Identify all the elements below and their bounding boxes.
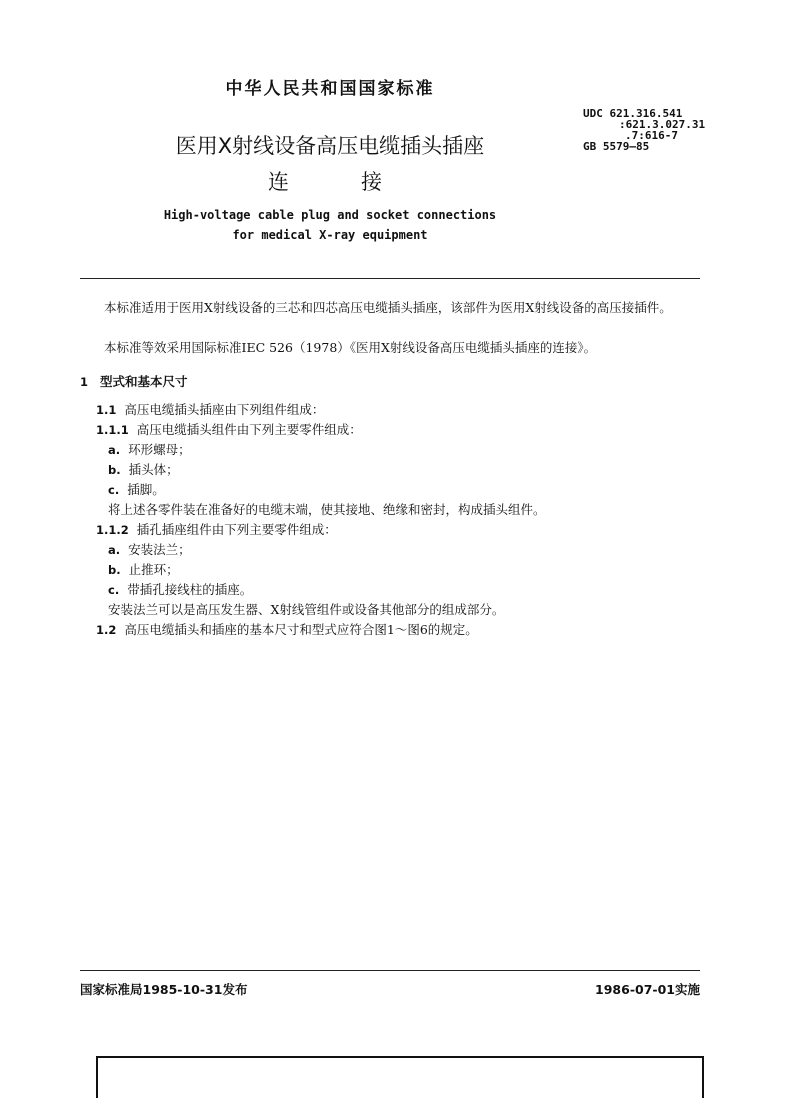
clause-note: 安装法兰可以是高压发生器、X射线管组件或设备其他部分的组成部分。 <box>108 602 505 617</box>
clause-number: 1.1 <box>96 403 117 417</box>
clause-number: 1.2 <box>96 623 117 637</box>
clause-text: 高压电缆插头插座由下列组件组成： <box>124 402 325 417</box>
list-text: 止推环； <box>128 562 179 577</box>
list-text: 带插孔接线柱的插座。 <box>127 582 253 597</box>
english-title-line1: High-voltage cable plug and socket connections <box>163 208 497 222</box>
list-mark: a. <box>108 543 121 557</box>
intro-paragraph-2: 本标准等效采用国际标准IEC 526（1978）《医用X射线设备高压电缆插头插座的连接》。 <box>104 340 597 355</box>
list-text: 插头体； <box>128 462 179 477</box>
udc-line1: UDC 621.316.541 <box>583 107 683 120</box>
list-mark: b. <box>108 463 121 477</box>
list-item <box>108 480 165 498</box>
list-item <box>108 440 191 458</box>
list-item <box>108 540 191 558</box>
section-1-number: 1 <box>80 375 89 389</box>
clause-1-1-1 <box>96 420 362 438</box>
list-mark: c. <box>108 483 120 497</box>
list-text: 插脚。 <box>127 482 165 497</box>
intro-paragraph-1: 本标准适用于医用X射线设备的三芯和四芯高压电缆插头插座，该部件为医用X射线设备的高压接插件。 <box>104 300 672 315</box>
english-title-line2: for medical X-ray equipment <box>232 228 428 242</box>
clause-number: 1.1.1 <box>96 423 129 437</box>
clause-1-1-2 <box>96 520 337 538</box>
clause-1-1 <box>96 400 324 418</box>
clause-number: 1.1.2 <box>96 523 129 537</box>
gb-number: GB 5579—85 <box>583 140 650 153</box>
list-item <box>108 560 179 578</box>
footer-divider <box>80 970 700 971</box>
list-mark: b. <box>108 563 121 577</box>
section-1-title: 型式和基本尺寸 <box>100 374 188 389</box>
list-text: 环形螺母； <box>128 442 191 457</box>
list-mark: c. <box>108 583 120 597</box>
list-text: 安装法兰； <box>128 542 191 557</box>
clause-text: 插孔插座组件由下列主要零件组成： <box>136 522 337 537</box>
effective-date: 1986-07-01实施 <box>595 982 700 997</box>
udc-line3: .7:616-7 <box>625 129 678 142</box>
clause-text: 高压电缆插头和插座的基本尺寸和型式应符合图1～图6的规定。 <box>124 622 478 637</box>
page-bottom-frame <box>96 1056 704 1098</box>
header-divider <box>80 278 700 279</box>
clause-text: 高压电缆插头组件由下列主要零件组成： <box>136 422 362 437</box>
clause-1-2 <box>96 620 478 638</box>
issue-date: 国家标准局1985-10-31发布 <box>80 982 248 997</box>
standard-org-title: 中华人民共和国国家标准 <box>225 79 435 99</box>
list-item <box>108 460 179 478</box>
list-item <box>108 580 252 598</box>
document-title-line1: 医用X射线设备高压电缆插头插座 <box>175 134 485 158</box>
udc-line2: :621.3.027.31 <box>619 118 706 131</box>
list-mark: a. <box>108 443 121 457</box>
document-title-line2: 连接 <box>268 170 454 194</box>
section-1-heading <box>80 372 188 390</box>
udc-classification <box>583 108 705 152</box>
clause-note: 将上述各零件装在准备好的电缆末端，使其接地、绝缘和密封，构成插头组件。 <box>108 502 546 517</box>
